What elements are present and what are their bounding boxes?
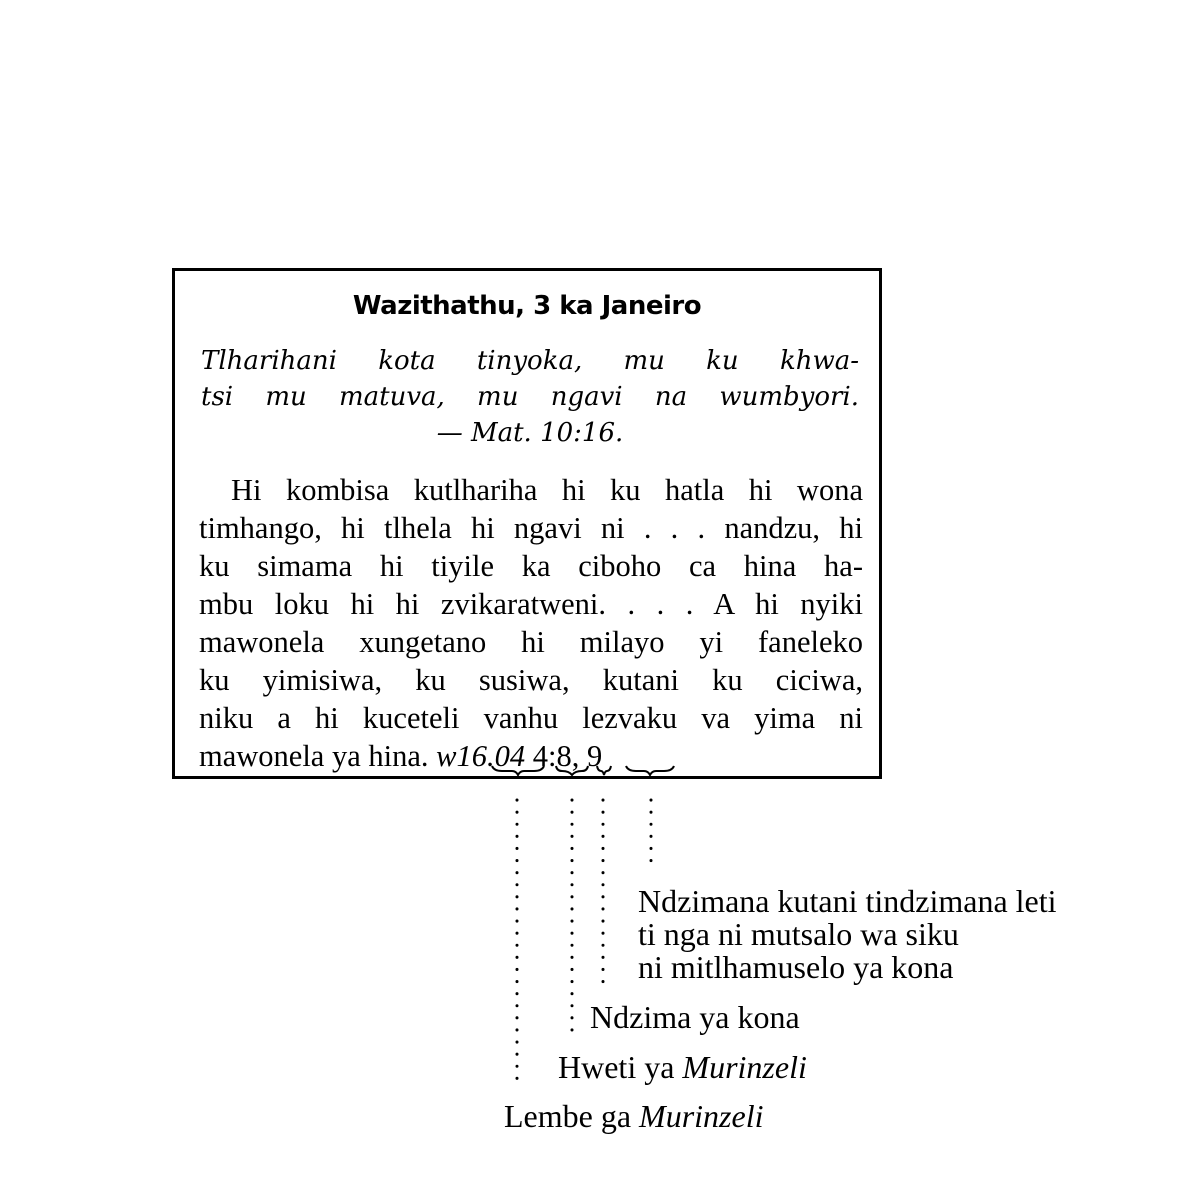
annotation-paragraph xyxy=(638,885,1057,984)
scripture-citation: — Mat. 10:16. xyxy=(436,418,624,448)
daily-text-date: Wazithathu, 3 ka Janeiro xyxy=(352,291,702,321)
body-last-text: mawonela ya hina. xyxy=(199,739,429,773)
body-line: ku yimisiwa, ku susiwa, kutani ku ciciwa, xyxy=(199,663,863,697)
annotation-issue-year xyxy=(504,1100,763,1133)
annotation-year-prefix: Lembe ga xyxy=(504,1098,632,1134)
annotation-issue-week xyxy=(558,1051,807,1084)
scripture-line: tsi mu matuva, mu ngavi na wumbyori. xyxy=(201,382,859,412)
body-line: ku simama hi tiyile ka ciboho ca hina ha- xyxy=(199,549,863,583)
annotation-magazine-name: Murinzeli xyxy=(682,1049,807,1085)
annotation-page: Ndzima ya kona xyxy=(590,999,800,1035)
reference-issue: w16.04 xyxy=(436,739,526,773)
annotation-paragraph-line: ni mitlhamuselo ya kona xyxy=(638,949,954,985)
reference-page-paragraphs: 4:8, 9 xyxy=(532,739,603,773)
brace-year xyxy=(492,766,544,775)
brace-page xyxy=(597,766,611,775)
annotation-paragraph-line: Ndzimana kutani tindzimana leti xyxy=(638,883,1057,919)
annotation-paragraph-line: ti nga ni mutsalo wa siku xyxy=(638,916,959,952)
body-line: niku a hi kuceteli vanhu lezvaku va yima ni xyxy=(199,701,863,735)
annotation-magazine-name: Murinzeli xyxy=(639,1098,764,1134)
body-line: mawonela xungetano hi milayo yi faneleko xyxy=(199,625,863,659)
body-line: Hi kombisa kutlhariha hi ku hatla hi wona xyxy=(231,473,863,507)
brace-paragraph xyxy=(626,766,674,775)
annotation-week-prefix: Hweti ya xyxy=(558,1049,675,1085)
body-line: timhango, hi tlhela hi ngavi ni . . . nandzu, hi xyxy=(199,511,863,545)
body-line: mbu loku hi hi zvikaratweni. . . . A hi nyiki xyxy=(199,587,863,621)
brace-week xyxy=(556,766,588,775)
scripture-line: Tlharihani kota tinyoka, mu ku khwa- xyxy=(201,346,859,376)
